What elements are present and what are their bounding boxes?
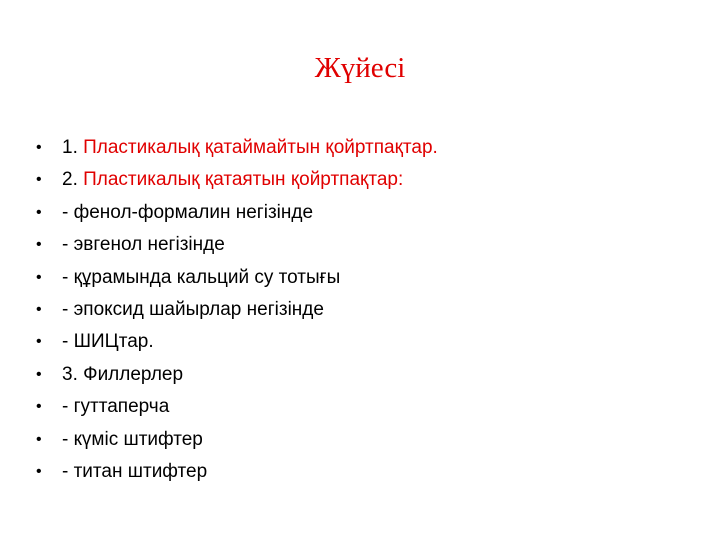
item-text-highlighted: Пластикалық қатаймайтын қойртпақтар. bbox=[83, 137, 438, 158]
list-item bbox=[36, 391, 696, 423]
item-text: - эпоксид шайырлар негізінде bbox=[62, 298, 324, 320]
list-item bbox=[36, 294, 696, 326]
bullet-icon: • bbox=[36, 398, 42, 416]
item-text: - эвгенол негізінде bbox=[62, 234, 225, 256]
item-text: - ШИЦтар. bbox=[62, 331, 154, 353]
item-text-highlighted: Пластикалық қатаятын қойртпақтар: bbox=[83, 169, 404, 191]
list-item bbox=[36, 424, 696, 456]
list-item bbox=[36, 132, 696, 164]
list-item bbox=[36, 197, 696, 229]
list-item bbox=[36, 456, 696, 488]
bullet-icon: • bbox=[36, 171, 42, 189]
bullet-icon: • bbox=[36, 268, 42, 286]
bullet-icon: • bbox=[36, 300, 42, 318]
bullet-icon: • bbox=[36, 462, 42, 480]
item-text: - фенол-формалин негізінде bbox=[62, 201, 314, 223]
list-item bbox=[36, 229, 696, 261]
bullet-icon: • bbox=[36, 365, 42, 383]
list-item bbox=[36, 164, 696, 196]
list-item bbox=[36, 326, 696, 358]
list-item bbox=[36, 359, 696, 391]
item-text: - күміс штифтер bbox=[62, 428, 203, 450]
slide-title: Жүйесі bbox=[314, 52, 406, 84]
bullet-list bbox=[36, 132, 696, 488]
bullet-icon: • bbox=[36, 333, 42, 351]
bullet-icon: • bbox=[36, 430, 42, 448]
bullet-icon: • bbox=[36, 203, 42, 221]
item-number: 2. bbox=[62, 169, 84, 191]
item-number: 1. bbox=[62, 137, 84, 158]
item-text: - гуттаперча bbox=[62, 396, 170, 418]
bullet-icon: • bbox=[36, 139, 42, 156]
bullet-icon: • bbox=[36, 236, 42, 254]
item-text: - титан штифтер bbox=[62, 460, 208, 482]
list-item bbox=[36, 262, 696, 294]
item-text: - құрамында кальций су тотығы bbox=[62, 266, 341, 288]
item-text: 3. Филлерлер bbox=[62, 363, 184, 385]
